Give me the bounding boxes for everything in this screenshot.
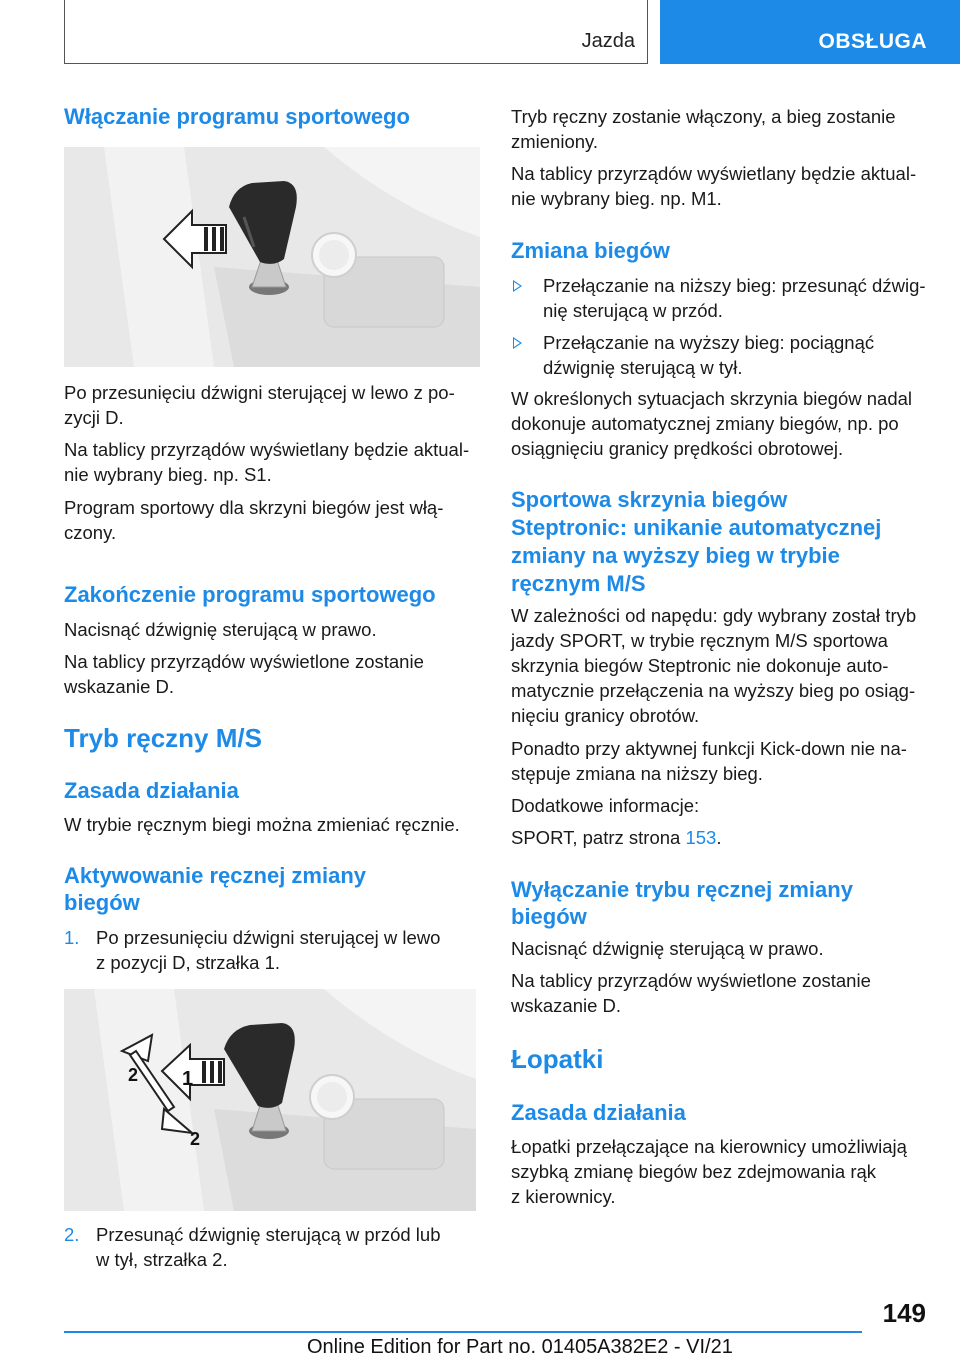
- bullet-text: nię sterującą w przód.: [543, 300, 723, 321]
- bullet-text: Przełączanie na niższy bieg: przesunąć dźwig-: [543, 275, 926, 296]
- paragraph-line: [511, 825, 931, 850]
- paragraph-line: Nacisnąć dźwignię sterującą w prawo.: [511, 938, 824, 959]
- step-text: z pozycji D, strzałka 1.: [96, 952, 281, 973]
- page-reference-link[interactable]: 153: [685, 827, 717, 848]
- paragraph-line: nie wybrany bieg. np. M1.: [511, 188, 722, 209]
- arrow-label-2: 2: [190, 1129, 201, 1149]
- paragraph-line: nięciu granicy obrotów.: [511, 705, 700, 726]
- paragraph-line: Po przesunięciu dźwigni sterującej w lewo z po-: [64, 382, 455, 403]
- paragraph-line: Dodatkowe informacje:: [511, 795, 700, 816]
- heading-activate-manual-cont: biegów: [64, 890, 140, 915]
- paragraph-line: Na tablicy przyrządów wyświetlany będzie aktual-: [511, 163, 917, 184]
- paragraph-line: matycznie przełączenia na wyższy bieg po osiąg-: [511, 680, 916, 701]
- step-text: Po przesunięciu dźwigni sterującej w lewo: [96, 927, 441, 948]
- heading-shift-gears: Zmiana biegów: [511, 238, 670, 263]
- paragraph-line: W określonych sytuacjach skrzynia biegów nadal: [511, 388, 913, 409]
- step-number: 1.: [64, 927, 80, 948]
- heading-principle-paddles: Zasada działania: [511, 1100, 686, 1125]
- paragraph-line: stępuje zmiana na niższy bieg.: [511, 763, 763, 784]
- footer-edition: Online Edition for Part no. 01405A382E2 - VI/21: [307, 1336, 733, 1358]
- heading-deactivate-manual-cont: biegów: [511, 904, 587, 929]
- paragraph-line: Nacisnąć dźwignię sterującą w prawo.: [64, 619, 377, 640]
- header-section-tab: [660, 0, 960, 64]
- footer-divider: [64, 1331, 862, 1333]
- paragraph-line: szybką zmianę biegów bez zdejmowania rąk: [511, 1161, 877, 1182]
- heading-steptronic-cont: Steptronic: unikanie automatycznej: [511, 515, 882, 540]
- arrow-label-1: 1: [182, 1068, 194, 1090]
- paragraph-line: W trybie ręcznym biegi można zmieniać ręcznie.: [64, 814, 460, 835]
- header-section-label: OBSŁUGA: [818, 30, 927, 53]
- paragraph-line: jazdy SPORT, w trybie ręcznym M/S sportowa: [511, 630, 888, 651]
- heading-activate-manual: Aktywowanie ręcznej zmiany: [64, 863, 366, 888]
- paragraph-line: wskazanie D.: [64, 676, 175, 697]
- paragraph-line: Na tablicy przyrządów wyświetlone zostanie: [511, 970, 871, 991]
- step-number: 2.: [64, 1224, 80, 1245]
- paragraph-line: Łopatki przełączające na kierownicy umożliwiają: [511, 1136, 907, 1157]
- paragraph-line: W zależności od napędu: gdy wybrany został tryb: [511, 605, 917, 626]
- heading-sport-off: Zakończenie programu sportowego: [64, 582, 436, 607]
- heading-steptronic-cont: zmiany na wyższy bieg w trybie: [511, 543, 840, 568]
- bullet-text: dźwignię sterującą w tył.: [543, 357, 743, 378]
- gear-selector-illustration-2: [64, 989, 476, 1211]
- page-number: 149: [882, 1298, 926, 1328]
- paragraph-line: Tryb ręczny zostanie włączony, a bieg zostanie: [511, 106, 896, 127]
- reference-end: .: [716, 827, 722, 848]
- paragraph-line: nie wybrany bieg. np. S1.: [64, 464, 272, 485]
- paragraph-line: Program sportowy dla skrzyni biegów jest włą-: [64, 497, 444, 518]
- paragraph-line: wskazanie D.: [511, 995, 622, 1016]
- header-chapter-title: Jazda: [581, 30, 635, 52]
- paragraph-line: skrzynia biegów Steptronic nie dokonuje auto-: [511, 655, 889, 676]
- heading-steptronic: Sportowa skrzynia biegów: [511, 487, 788, 512]
- bullet-item: [511, 273, 931, 323]
- heading-principle: Zasada działania: [64, 778, 239, 803]
- paragraph-line: dokonuje automatycznej zmiany biegów, np. po: [511, 413, 899, 434]
- gear-selector-illustration-1: [64, 147, 480, 367]
- bullet-item: [511, 330, 931, 380]
- bullet-triangle-icon: [513, 337, 522, 349]
- heading-deactivate-manual: Wyłączanie trybu ręcznej zmiany: [511, 877, 853, 902]
- step-text: w tył, strzałka 2.: [96, 1249, 228, 1270]
- paragraph-line: Na tablicy przyrządów wyświetlone zostanie: [64, 651, 424, 672]
- heading-manual-mode: Tryb ręczny M/S: [64, 723, 262, 753]
- paragraph-line: zycji D.: [64, 407, 124, 428]
- bullet-triangle-icon: [513, 280, 522, 292]
- paragraph-line: czony.: [64, 522, 117, 543]
- paragraph-line: Ponadto przy aktywnej funkcji Kick-down nie na-: [511, 738, 907, 759]
- heading-paddles: Łopatki: [511, 1044, 604, 1074]
- step-text: Przesunąć dźwignię sterującą w przód lub: [96, 1224, 441, 1245]
- paragraph-line: z kierownicy.: [511, 1186, 616, 1207]
- bullet-text: Przełączanie na wyższy bieg: pociągnąć: [543, 332, 875, 353]
- step-item: [64, 1222, 478, 1272]
- heading-steptronic-cont: ręcznym M/S: [511, 571, 646, 596]
- step-item: [64, 925, 478, 975]
- paragraph-line: zmieniony.: [511, 131, 599, 152]
- paragraph-line: osiągnięciu granicy prędkości obrotowej.: [511, 438, 844, 459]
- header-chapter-box: [64, 0, 648, 64]
- arrow-label-2: 2: [128, 1065, 139, 1085]
- heading-sport-on: Włączanie programu sportowego: [64, 104, 410, 129]
- reference-text: SPORT, patrz strona: [511, 827, 686, 848]
- paragraph-line: Na tablicy przyrządów wyświetlany będzie aktual-: [64, 439, 470, 460]
